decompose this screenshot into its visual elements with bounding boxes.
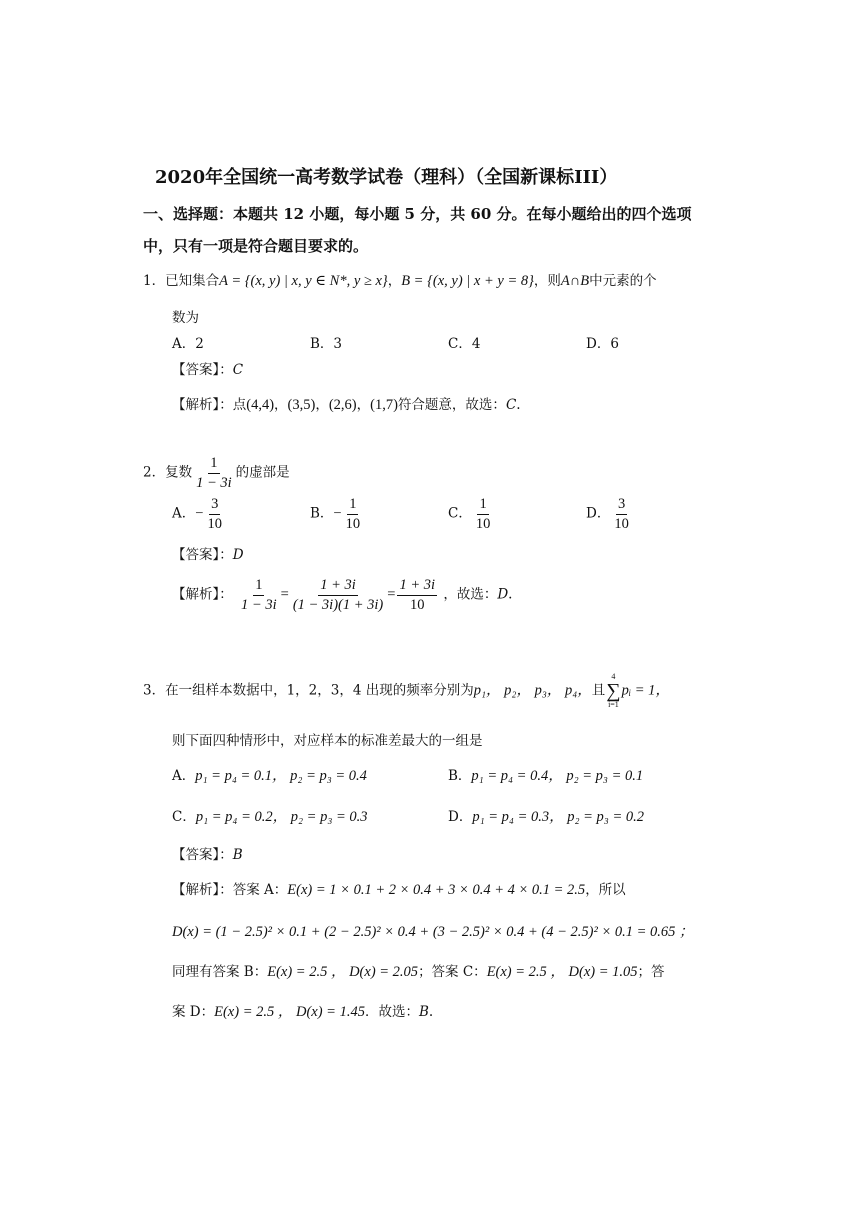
option-a: A．2 (172, 336, 204, 352)
denominator: (1 − 3i)(1 + 3i) (292, 596, 384, 613)
question-3-analysis-line2: D(x) = (1 − 2.5)² × 0.1 + (2 − 2.5)² × 0.4 + (3 − 2.5)² × 0.4 + (4 − 2.5)² × 0.1 = 0.65 ； (172, 924, 694, 940)
answer-value: C (232, 362, 244, 378)
analysis-text: 同理有答案 B： (172, 964, 268, 980)
point: (1,7) (370, 397, 398, 413)
numerator: 1 + 3i (318, 577, 358, 596)
question-3-analysis-line1 (172, 878, 626, 899)
analysis-text: 答案 A： (232, 882, 288, 898)
probabilities: p₁， p₂， p₃， p₄， (473, 682, 592, 699)
analysis-text: . (508, 586, 513, 603)
question-2-answer (172, 543, 244, 563)
question-number: 1． (143, 273, 166, 289)
analysis-text: ；答 (637, 964, 665, 980)
question-text: 在一组样本数据中，1，2，3，4 出现的频率分别为 (165, 682, 474, 699)
option-d: D．6 (586, 336, 619, 352)
question-text: 中元素的个 (589, 273, 657, 289)
option-d (448, 805, 644, 826)
fraction (239, 577, 279, 613)
point: (4,4) (246, 397, 275, 413)
option-expr: p₁ = p₄ = 0.2， p₂ = p₃ = 0.3 (195, 809, 368, 825)
analysis-label: 【解析】： (172, 586, 233, 603)
option-label: A． (172, 505, 196, 522)
option-expr: p₁ = p₄ = 0.3， p₂ = p₃ = 0.2 (472, 809, 645, 825)
denominator: 10 (345, 515, 361, 532)
sum-lower: i=1 (608, 700, 619, 709)
option-b: B．3 (310, 336, 343, 352)
analysis-text: . (516, 397, 521, 413)
section-heading-line1: 一、选择题：本题共 12 小题，每小题 5 分，共 60 分。在每小题给出的四个选项 (143, 205, 692, 223)
option-a (172, 764, 367, 785)
option-label: B． (310, 505, 334, 522)
numerator: 1 + 3i (397, 577, 437, 596)
question-3-stem (143, 673, 670, 709)
fraction (397, 577, 437, 613)
analysis-expr: E(x) = 2.5 ， D(x) = 2.05 (267, 964, 419, 980)
sum-body: pᵢ = 1， (621, 682, 670, 699)
intersection: A∩B (560, 273, 590, 289)
analysis-text: ；答案 C： (418, 964, 487, 980)
numerator: 1 (347, 496, 358, 515)
analysis-label: 【解析】： (172, 882, 233, 898)
question-text: 且 (591, 682, 606, 699)
option-sign: − (333, 505, 342, 522)
question-2-analysis: 【解析】： $\frac{1}{1 - 3i}$ = $\frac{1 + 3i}{(1 - 3i)(1 + 3i)}$ = $\frac{1 + 3i}{10}$ ，故选：D. (172, 577, 513, 613)
analysis-choice: C (505, 397, 517, 413)
answer-label: 【答案】： (172, 847, 233, 863)
fraction (612, 496, 631, 532)
fraction (344, 496, 363, 532)
point: (2,6) (328, 397, 357, 413)
question-3-answer (172, 843, 243, 863)
option-label: B． (448, 768, 472, 784)
question-number: 2． (143, 464, 166, 481)
analysis-expr: E(x) = 2.5 ， D(x) = 1.05 (486, 964, 638, 980)
summation: 4 ∑ i=1 (606, 672, 621, 709)
question-3-analysis-line3 (172, 960, 665, 981)
answer-label: 【答案】： (172, 547, 233, 563)
fraction (205, 496, 224, 532)
section-heading-line2: 中，只有一项是符合题目要求的。 (143, 237, 369, 255)
question-1-stem: 1．已知集合A = {(x, y) | x, y ∈ N*, y ≥ x}，B = {(x, y) | x + y = 8}，则A∩B中元素的个 (143, 273, 657, 289)
option-sign: − (195, 505, 204, 522)
analysis-text: 符合题意，故选： (397, 397, 506, 413)
numerator: 1 (253, 577, 264, 596)
denominator: 1 − 3i (241, 596, 277, 613)
numerator: 3 (209, 496, 220, 515)
option-label: A． (172, 768, 196, 784)
analysis-choice: B (418, 1004, 429, 1020)
option-b (448, 764, 643, 785)
option-label: C． (448, 505, 472, 522)
page-title: 2020年全国统一高考数学试卷（理科）（全国新课标III） (155, 167, 618, 188)
question-2-stem (143, 455, 290, 491)
analysis-text: 点 (232, 397, 247, 413)
answer-label: 【答案】： (172, 362, 233, 378)
question-3-stem-line2: 则下面四种情形中，对应样本的标准差最大的一组是 (172, 733, 483, 749)
analysis-text: ，所以 (585, 882, 626, 898)
option-expr: p₁ = p₄ = 0.1， p₂ = p₃ = 0.4 (195, 768, 367, 784)
question-1-analysis: 【解析】：点(4,4)，(3,5)，(2,6)，(1,7)符合题意，故选：C. (172, 397, 521, 413)
analysis-choice: D (497, 586, 509, 603)
question-text: 复数 (165, 464, 193, 481)
option-c (448, 496, 494, 532)
question-1-stem-line2: 数为 (172, 310, 199, 326)
numerator: 1 (208, 455, 219, 474)
option-d (586, 496, 633, 532)
answer-value: D (232, 547, 244, 563)
analysis-expr: E(x) = 1 × 0.1 + 2 × 0.4 + 3 × 0.4 + 4 × 0.1 = 2.5 (287, 882, 586, 898)
option-label: D． (448, 809, 473, 825)
analysis-text: ．故选： (364, 1004, 419, 1020)
option-expr: p₁ = p₄ = 0.4， p₂ = p₃ = 0.1 (471, 768, 644, 784)
option-a (172, 496, 226, 532)
option-b (310, 496, 364, 532)
denominator: 10 (475, 515, 491, 532)
denominator: 10 (409, 596, 425, 613)
analysis-text: 案 D： (172, 1004, 215, 1020)
answer-value: B (232, 847, 243, 863)
option-label: C． (172, 809, 196, 825)
denominator: 10 (207, 515, 222, 532)
sum-upper: 4 (611, 672, 616, 681)
question-3-analysis-line4 (172, 1000, 433, 1021)
set-a: A = {(x, y) | x, y ∈ N*, y ≥ x} (219, 273, 388, 289)
question-text: ，则 (533, 273, 561, 289)
question-number: 3． (143, 682, 166, 699)
question-text: 的虚部是 (235, 464, 290, 481)
option-c (172, 805, 368, 826)
option-label: D． (586, 505, 611, 522)
fraction (194, 455, 234, 491)
analysis-text: . (428, 1004, 434, 1020)
denominator: 10 (614, 515, 629, 532)
numerator: 3 (616, 496, 627, 515)
analysis-expr: E(x) = 2.5 ， D(x) = 1.45 (214, 1004, 365, 1020)
question-text: 已知集合 (165, 273, 220, 289)
point: (3,5) (287, 397, 316, 413)
fraction (474, 496, 493, 532)
analysis-text: ，故选： (443, 586, 498, 603)
set-b: B = {(x, y) | x + y = 8} (401, 273, 534, 289)
question-1-answer (172, 358, 243, 378)
fraction (291, 577, 385, 613)
denominator: 1 − 3i (196, 474, 232, 491)
analysis-label: 【解析】： (172, 397, 233, 413)
numerator: 1 (477, 496, 488, 515)
option-c: C．4 (448, 336, 481, 352)
